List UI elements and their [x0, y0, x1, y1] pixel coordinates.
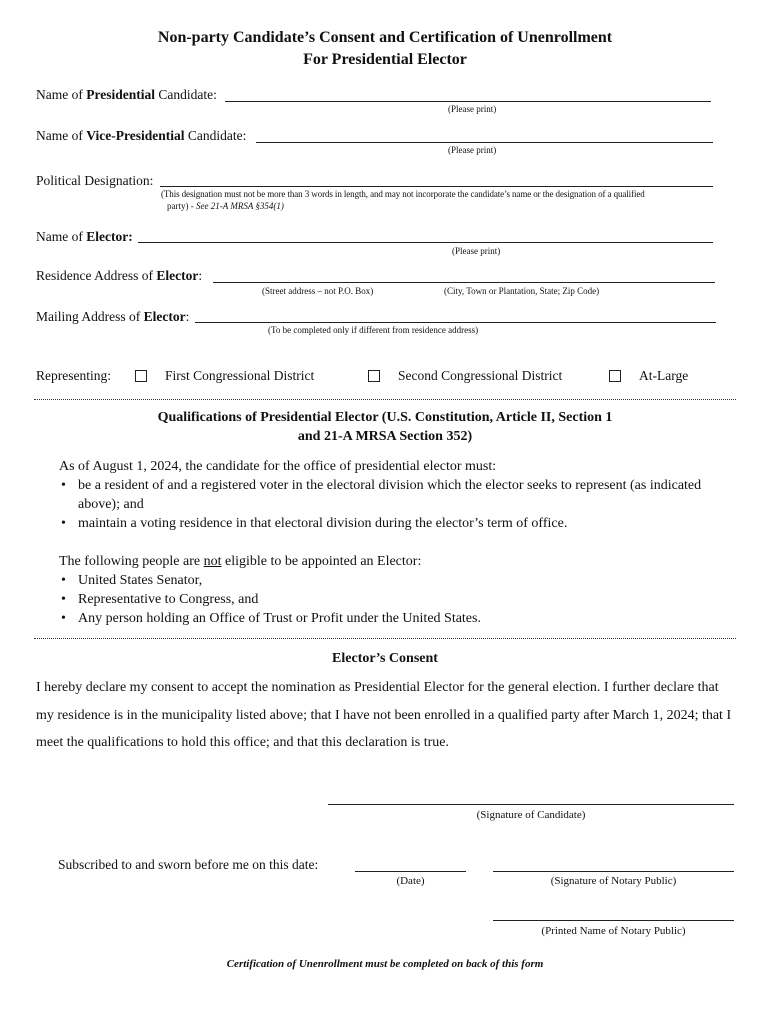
date-field[interactable] — [355, 871, 466, 872]
city-state-zip-hint: (City, Town or Plantation, State; Zip Code) — [444, 286, 600, 296]
list-item: • Representative to Congress, and — [59, 590, 729, 609]
elector-name-field[interactable] — [138, 242, 713, 243]
residence-address-field[interactable] — [213, 282, 715, 283]
elector-please-print: (Please print) — [452, 246, 501, 256]
presidential-candidate-field[interactable] — [225, 101, 711, 102]
first-district-label: First Congressional District — [165, 368, 315, 383]
vice-presidential-candidate-field[interactable] — [256, 142, 713, 143]
political-designation-label: Political Designation: — [36, 173, 154, 188]
mailing-address-field[interactable] — [195, 322, 716, 323]
mailing-address-label: Mailing Address of Elector: — [36, 309, 190, 324]
section-divider — [34, 399, 736, 400]
qualifications-heading: Qualifications of Presidential Elector (U.S. Constitution, Article II, Section 1 and 21-A MRSA Section 352) — [157, 410, 613, 444]
qualifications-body — [59, 457, 729, 628]
sworn-statement: Subscribed to and sworn before me on this date: — [58, 857, 319, 872]
notary-signature-caption: (Signature of Notary Public) — [550, 875, 677, 887]
presidential-please-print: (Please print) — [448, 104, 497, 114]
candidate-signature-field[interactable] — [328, 804, 734, 805]
notary-signature-field[interactable] — [493, 871, 734, 872]
street-address-hint: (Street address – not P.O. Box) — [262, 286, 374, 296]
second-district-label: Second Congressional District — [398, 368, 563, 383]
candidate-signature-caption: (Signature of Candidate) — [476, 809, 586, 821]
section-divider — [34, 638, 736, 639]
list-item: • be a resident of and a registered voter in the electoral division which the elector seeks to represent (as indicated above); and — [59, 476, 729, 514]
qualifications-intro: As of August 1, 2024, the candidate for the office of presidential elector must: — [59, 459, 497, 474]
vice-please-print: (Please print) — [448, 145, 497, 155]
list-item: • United States Senator, — [59, 571, 729, 590]
footer-note: Certification of Unenrollment must be completed on back of this form — [226, 958, 544, 970]
mailing-address-hint: (To be completed only if different from residence address) — [268, 325, 479, 335]
elector-name-label: Name of Elector: — [36, 229, 133, 244]
presidential-candidate-label: Name of Presidential Candidate: — [36, 87, 217, 102]
form-subtitle: For Presidential Elector — [303, 51, 467, 68]
ineligible-intro: The following people are not eligible to be appointed an Elector: — [59, 554, 422, 569]
list-item: • Any person holding an Office of Trust or Profit under the United States. — [59, 609, 729, 628]
consent-text: I hereby declare my consent to accept the nomination as Presidential Elector for the general election. I further declare that my residence is in the municipality listed above; that I have not been enrolled in a qualified party after March 1, 2024; that I meet the qualifications to hold this office; and that this declaration is true. — [36, 680, 732, 750]
list-item: • maintain a voting residence in that electoral division during the elector’s term of office. — [59, 514, 729, 533]
first-district-checkbox[interactable] — [135, 370, 147, 382]
at-large-checkbox[interactable] — [609, 370, 621, 382]
vice-presidential-candidate-label: Name of Vice-Presidential Candidate: — [36, 128, 247, 143]
date-caption: (Date) — [396, 875, 425, 887]
representing-label: Representing: — [36, 368, 111, 383]
residence-address-label: Residence Address of Elector: — [36, 268, 203, 283]
political-designation-field[interactable] — [160, 186, 713, 187]
at-large-label: At-Large — [639, 368, 689, 383]
notary-name-field[interactable] — [493, 920, 734, 921]
designation-note: (This designation must not be more than 3 words in length, and may not incorporate the candidate’s name or the designation of a qualified party) - See 21-A MRSA §354(1) — [161, 189, 645, 211]
form-title: Non-party Candidate’s Consent and Certification of Unenrollment — [157, 29, 613, 46]
notary-name-caption: (Printed Name of Notary Public) — [541, 925, 686, 937]
consent-heading: Elector’s Consent — [332, 651, 438, 666]
second-district-checkbox[interactable] — [368, 370, 380, 382]
